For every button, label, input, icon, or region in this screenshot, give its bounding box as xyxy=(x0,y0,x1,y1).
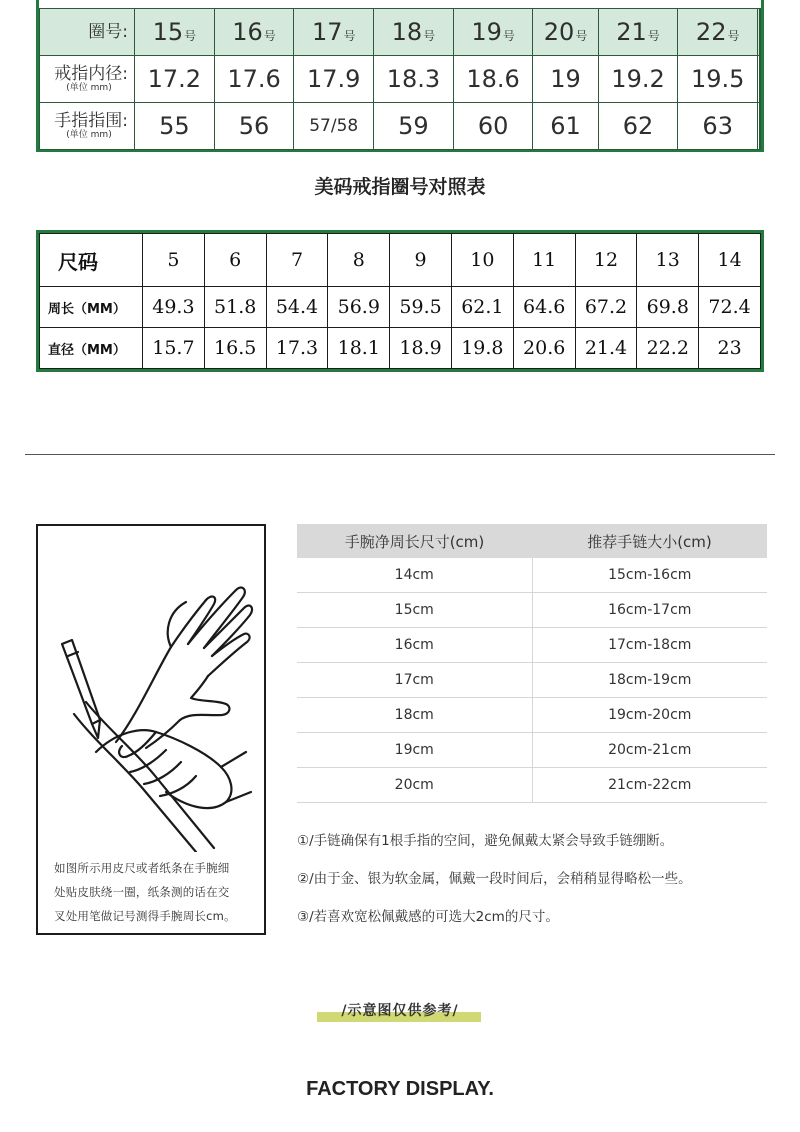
cell-wrist: 18cm xyxy=(297,698,533,732)
cell-bracelet: 16cm-17cm xyxy=(608,602,692,618)
cell-inner-diameter: 19 xyxy=(533,56,598,103)
bracelet-size-table xyxy=(297,524,767,803)
cell-size-empty xyxy=(759,9,761,56)
section-divider xyxy=(25,454,775,455)
row-label-size: 圈号: xyxy=(40,9,135,56)
hand-measuring-wrist-drawing xyxy=(46,552,258,852)
cell-circumference: 57/58 xyxy=(294,103,374,150)
row-label-us-circumference: 周长（MM） xyxy=(40,287,143,328)
caption-line: 处贴皮肤绕一圈，纸条测的话在交 xyxy=(54,885,230,899)
cell-us-diameter: 17.3 xyxy=(266,328,328,369)
cell-us-size: 9 xyxy=(390,234,452,287)
cell-us-size: 5 xyxy=(143,234,205,287)
header-recommended-size: 推荐手链大小(cm) xyxy=(587,532,712,551)
illustration-caption xyxy=(54,856,254,928)
cell-size: 15号 xyxy=(135,9,215,56)
cell-size: 20号 xyxy=(533,9,598,56)
row-label-us-size: 尺码 xyxy=(40,234,143,287)
cell-wrist: 20cm xyxy=(297,768,533,802)
cell-size: 19号 xyxy=(453,9,533,56)
cell-us-size: 7 xyxy=(266,234,328,287)
bracelet-notes xyxy=(297,830,767,944)
note-item: ①/手链确保有1根手指的空间，避免佩戴太紧会导致手链绷断。 xyxy=(297,833,674,849)
cell-us-size: 13 xyxy=(637,234,699,287)
table-row-us-circumference xyxy=(40,287,761,328)
cell-inner-diameter: 18.6 xyxy=(453,56,533,103)
cell-inner-diameter: 18.3 xyxy=(374,56,454,103)
caption-line: 如图所示用皮尺或者纸条在手腕细 xyxy=(54,861,230,875)
cell-circumference: 63 xyxy=(678,103,758,150)
cell-circumference: 59 xyxy=(374,103,454,150)
cell-us-diameter: 18.9 xyxy=(390,328,452,369)
table-row-us-size xyxy=(40,234,761,287)
table-row-inner-diameter xyxy=(40,56,761,103)
cell-size: 18号 xyxy=(374,9,454,56)
cell-us-size: 8 xyxy=(328,234,390,287)
cell-circumference: 62 xyxy=(598,103,678,150)
row-label-inner-diameter: 戒指内径: (单位 mm) xyxy=(40,56,135,103)
table-row xyxy=(297,768,767,803)
cell-wrist: 15cm xyxy=(297,593,533,627)
cell-us-circumference: 49.3 xyxy=(143,287,205,328)
table-row xyxy=(297,733,767,768)
cell-us-circumference: 69.8 xyxy=(637,287,699,328)
cell-us-diameter: 19.8 xyxy=(451,328,513,369)
cell-circumference: 61 xyxy=(533,103,598,150)
table-top-strip xyxy=(39,0,761,8)
cell-size: 17号 xyxy=(294,9,374,56)
cell-circumference: 55 xyxy=(135,103,215,150)
cell-us-circumference: 67.2 xyxy=(575,287,637,328)
cell-us-diameter: 15.7 xyxy=(143,328,205,369)
cell-circumference-empty xyxy=(759,103,761,150)
table-row-size xyxy=(40,9,761,56)
cell-us-size: 14 xyxy=(699,234,761,287)
cell-us-circumference: 51.8 xyxy=(204,287,266,328)
cn-ring-size-table xyxy=(36,0,764,152)
cell-size: 16号 xyxy=(214,9,294,56)
table-row xyxy=(297,558,767,593)
table-header xyxy=(297,524,767,558)
cell-bracelet: 15cm-16cm xyxy=(608,567,692,583)
note-item: ②/由于金、银为软金属，佩戴一段时间后，会稍稍显得略松一些。 xyxy=(297,871,692,887)
table-row xyxy=(297,663,767,698)
cell-us-circumference: 64.6 xyxy=(513,287,575,328)
us-ring-size-table xyxy=(36,230,764,372)
cell-us-circumference: 56.9 xyxy=(328,287,390,328)
cell-us-diameter: 21.4 xyxy=(575,328,637,369)
cell-inner-diameter: 19.5 xyxy=(678,56,758,103)
table-row xyxy=(297,698,767,733)
cell-inner-diameter-empty xyxy=(759,56,761,103)
cell-wrist: 16cm xyxy=(297,628,533,662)
cell-bracelet: 21cm-22cm xyxy=(608,777,692,793)
cell-us-circumference: 54.4 xyxy=(266,287,328,328)
factory-display-heading: FACTORY DISPLAY. xyxy=(306,1078,494,1100)
table-row-us-diameter xyxy=(40,328,761,369)
disclaimer-text: /示意图仅供参考/ xyxy=(341,1003,459,1019)
wrist-measure-illustration xyxy=(36,524,266,935)
cell-inner-diameter: 17.2 xyxy=(135,56,215,103)
cell-wrist: 14cm xyxy=(297,558,533,592)
caption-line: 叉处用笔做记号测得手腕周长cm。 xyxy=(54,909,236,923)
cell-us-size: 6 xyxy=(204,234,266,287)
cell-size: 22号 xyxy=(678,9,758,56)
cell-us-diameter: 20.6 xyxy=(513,328,575,369)
cell-inner-diameter: 19.2 xyxy=(598,56,678,103)
cell-us-circumference: 72.4 xyxy=(699,287,761,328)
cell-inner-diameter: 17.9 xyxy=(294,56,374,103)
table-row xyxy=(297,628,767,663)
cell-us-circumference: 59.5 xyxy=(390,287,452,328)
table-row-circumference xyxy=(40,103,761,150)
cell-circumference: 56 xyxy=(214,103,294,150)
cell-wrist: 17cm xyxy=(297,663,533,697)
cell-bracelet: 20cm-21cm xyxy=(608,742,692,758)
table-row xyxy=(297,593,767,628)
us-size-table-title: 美码戒指圈号对照表 xyxy=(314,176,486,198)
cell-us-diameter: 16.5 xyxy=(204,328,266,369)
row-label-circumference: 手指指围: (单位 mm) xyxy=(40,103,135,150)
cell-bracelet: 18cm-19cm xyxy=(608,672,692,688)
cell-bracelet: 19cm-20cm xyxy=(608,707,692,723)
cell-us-size: 11 xyxy=(513,234,575,287)
cell-us-size: 12 xyxy=(575,234,637,287)
cell-us-circumference: 62.1 xyxy=(451,287,513,328)
cell-us-diameter: 23 xyxy=(699,328,761,369)
cell-bracelet: 17cm-18cm xyxy=(608,637,692,653)
note-item: ③/若喜欢宽松佩戴感的可选大2cm的尺寸。 xyxy=(297,909,559,925)
cell-wrist: 19cm xyxy=(297,733,533,767)
cell-us-diameter: 22.2 xyxy=(637,328,699,369)
row-label-us-diameter: 直径（MM） xyxy=(40,328,143,369)
cell-us-diameter: 18.1 xyxy=(328,328,390,369)
cell-circumference: 60 xyxy=(453,103,533,150)
cell-size: 21号 xyxy=(598,9,678,56)
header-wrist-size: 手腕净周长尺寸(cm) xyxy=(344,532,485,551)
cell-us-size: 10 xyxy=(451,234,513,287)
cell-inner-diameter: 17.6 xyxy=(214,56,294,103)
